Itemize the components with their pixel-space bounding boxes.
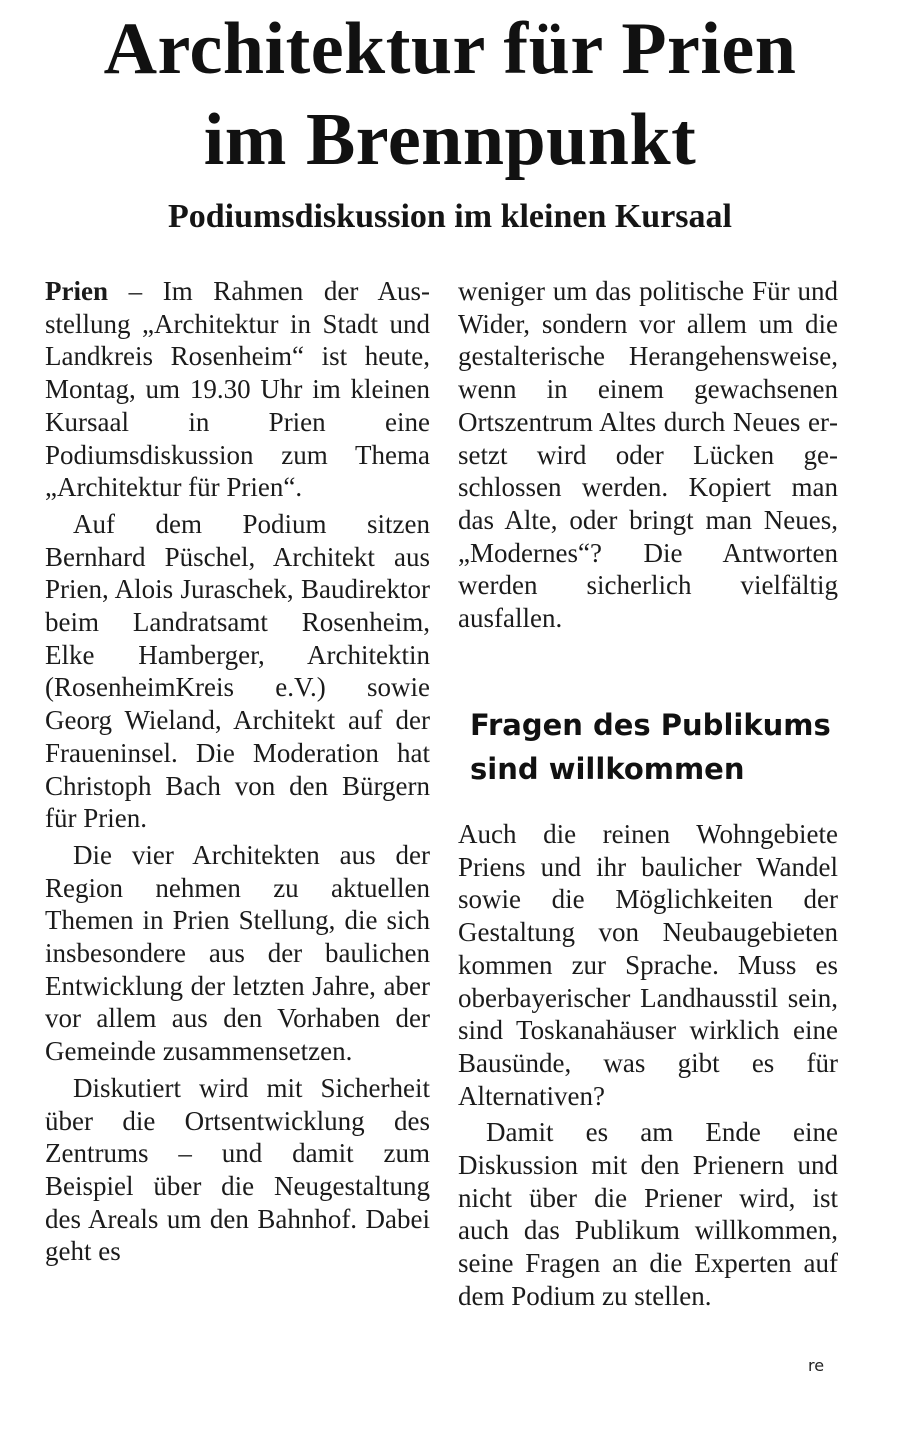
left-column — [45, 275, 430, 1268]
paragraph-intro — [45, 275, 430, 504]
right-column-bottom — [458, 818, 838, 1313]
headline-line-1: Architektur für Prien — [103, 8, 797, 90]
right-column-top — [458, 275, 838, 635]
paragraph-intro-text: – Im Rahmen der Ausstellung „Architektur in Stadt und Landkreis Rosenheim“ ist heute, Montag, um 19.30 Uhr im kleinen Kursaal in Prien eine Podiumsdiskussion zum Thema „Architektur für Prien“. — [45, 276, 430, 503]
paragraph-audience: Damit es am Ende eine Diskussion mit den Prienern und nicht über die Priener wird, ist auch das Publikum willkommen, seine Fragen an die Experten auf dem Podium zu stellen. — [458, 1117, 838, 1311]
paragraph-residential: Auch die reinen Wohngebiete Priens und ihr baulicher Wandel sowie die Möglichkeiten der Gestaltung von Neubaugebieten kommen zur Sprache. Muss es oberbayerischer Landhausstil sein, sind Toskanahäuser wirklich eine Bausünde, was gibt es für Alternativen? — [458, 819, 838, 1111]
author-initials: re — [808, 1356, 825, 1375]
paragraph-architects: Die vier Architekten aus der Region nehmen zu aktuellen Themen in Prien Stellung, die sich insbesondere aus der baulichen Entwicklung der letzten Jahre, aber vor allem aus den Vorhaben der Gemeinde zusammensetzen. — [45, 839, 430, 1067]
headline-line-2: im Brennpunkt — [203, 99, 697, 181]
section-subheading: Fragen des Publikums sind willkommen — [470, 708, 831, 786]
subheadline: Podiumsdiskussion im kleinen Kursaal — [167, 198, 732, 235]
paragraph-continuation: weniger um das politische Für und Wider, sondern vor allem um die gestalterische Herangehensweise, wenn in einem gewachsenen Ortszentrum Altes durch Neues ersetzt wird oder Lücken geschlossen werden. Kopiert man das Alte, oder bringt man Neues, „Modernes“? Die Antworten werden sicherlich vielfältig ausfallen. — [458, 276, 838, 634]
paragraph-discussion: Diskutiert wird mit Sicherheit über die Ortsentwicklung des Zentrums – und damit zum Beispiel über die Neugestaltung des Areals um den Bahnhof. Dabei geht es — [45, 1072, 430, 1267]
paragraph-podium: Auf dem Podium sitzen Bernhard Püschel, Architekt aus Prien, Alois Juraschek, Baudirektor beim Landratsamt Rosenheim, Elke Hamberger, Architektin (RosenheimKreis e.V.) sowie Georg Wieland, Architekt auf der Fraueninsel. Die Moderation hat Christoph Bach von den Bürgern für Prien. — [45, 508, 430, 834]
dateline: Prien — [45, 276, 108, 306]
